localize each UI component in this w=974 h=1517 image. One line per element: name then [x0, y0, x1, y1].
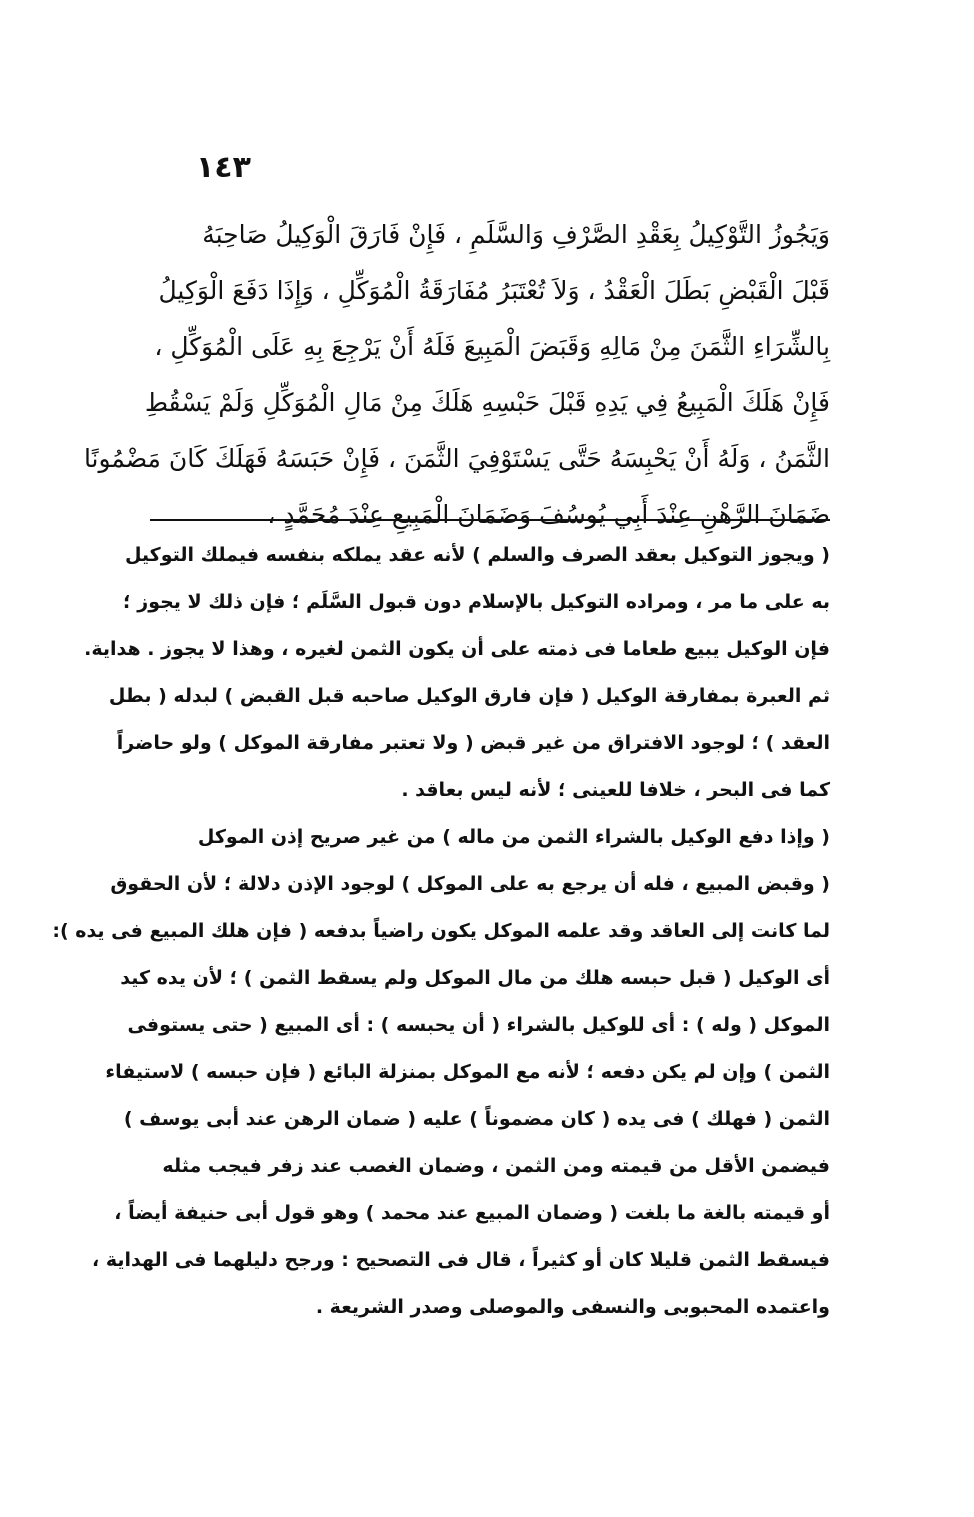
commentary-line: لما كانت إلى العاقد وقد علمه الموكل يكون راضياً بدفعه ( فإن هلك المبيع فى يده ):	[52, 920, 830, 942]
commentary-line: الثمن ) وإن لم يكن دفعه ؛ لأنه مع الموكل بمنزلة البائع ( فإن حبسه ) لاستيفاء	[105, 1061, 830, 1083]
commentary-line: به على ما مر ، ومراده التوكيل بالإسلام دون قبول السَّلَم ؛ فإن ذلك لا يجوز ؛	[123, 591, 830, 613]
commentary-line: فإن الوكيل يبيع طعاما فى ذمته على أن يكون الثمن لغيره ، وهذا لا يجوز . هداية.	[84, 638, 830, 660]
commentary-line: ( وقبض المبيع ، فله أن يرجع به على الموكل ) لوجود الإذن دلالة ؛ لأن الحقوق	[110, 873, 830, 895]
commentary-line: الثمن ( فهلك ) فى يده ( كان مضموناً ) عليه ( ضمان الرهن عند أبى يوسف )	[123, 1108, 830, 1130]
commentary-line: واعتمده المحبوبى والنسفى والموصلى وصدر الشريعة .	[315, 1296, 830, 1318]
page-number: ١٤٣	[196, 150, 251, 185]
main-text	[83, 207, 830, 543]
commentary-line: أو قيمته بالغة ما بلغت ( وضمان المبيع عند محمد ) وهو قول أبى حنيفة أيضاً ،	[114, 1202, 830, 1224]
commentary-line: فيسقط الثمن قليلا كان أو كثيراً ، قال فى التصحيح : ورجح دليلهما فى الهداية ،	[92, 1249, 830, 1271]
section-divider	[150, 519, 830, 521]
commentary-line: ثم العبرة بمفارقة الوكيل ( فإن فارق الوكيل صاحبه قبل القبض ) لبدله ( بطل	[108, 685, 830, 707]
commentary-line: ( وإذا دفع الوكيل بالشراء الثمن من ماله ) من غير صريح إذن الموكل	[197, 826, 830, 848]
main-text-line: ضَمَانَ الرَّهْنِ عِنْدَ أَبِي يُوسُفَ وَضَمَانَ الْمَبِيعِ عِنْدَ مُحَمَّدٍ ،	[267, 500, 830, 529]
commentary-line: الموكل ( وله ) : أى للوكيل بالشراء ( أن يحبسه ) : أى المبيع ( حتى يستوفى	[127, 1014, 830, 1036]
main-text-line: فَإِنْ هَلَكَ الْمَبِيعُ فِي يَدِهِ قَبْلَ حَبْسِهِ هَلَكَ مِنْ مَالِ الْمُوَكِّلِ وَلَمْ يَسْقُطِ	[144, 388, 830, 417]
main-text-line: وَيَجُوزُ التَّوْكِيلُ بِعَقْدِ الصَّرْفِ وَالسَّلَمِ ، فَإِنْ فَارَقَ الْوَكِيلُ صَاحِبَهُ	[202, 220, 830, 249]
commentary-line: كما فى البحر ، خلافا للعينى ؛ لأنه ليس بعاقد .	[401, 779, 830, 801]
main-text-line: بِالشِّرَاءِ الثَّمَنَ مِنْ مَالِهِ وَقَبَضَ الْمَبِيعَ فَلَهُ أَنْ يَرْجِعَ بِهِ عَلَى الْمُوَكِّلِ ،	[154, 332, 830, 361]
commentary-line: العقد ) ؛ لوجود الافتراق من غير قبض ( ولا تعتبر مفارقة الموكل ) ولو حاضراً	[116, 732, 830, 754]
commentary-line: فيضمن الأقل من قيمته ومن الثمن ، وضمان الغصب عند زفر فيجب مثله	[162, 1155, 830, 1177]
main-text-line: قَبْلَ الْقَبْضِ بَطَلَ الْعَقْدُ ، وَلاَ تُعْتَبَرُ مُفَارَقَةُ الْمُوَكِّلِ ، وَإِذَا دَفَعَ الْوَكِيلُ	[158, 276, 830, 305]
main-text-line: الثَّمَنُ ، وَلَهُ أَنْ يَحْبِسَهُ حَتَّى يَسْتَوْفِيَ الثَّمَنَ ، فَإِنْ حَبَسَهُ فَهَلَكَ كَانَ مَضْمُونًا	[83, 444, 830, 473]
commentary-text	[52, 532, 830, 1331]
commentary-line: أى الوكيل ( قبل حبسه هلك من مال الموكل ولم يسقط الثمن ) ؛ لأن يده كيد	[120, 967, 830, 989]
commentary-line: ( ويجوز التوكيل بعقد الصرف والسلم ) لأنه عقد يملكه بنفسه فيملك التوكيل	[124, 544, 830, 566]
